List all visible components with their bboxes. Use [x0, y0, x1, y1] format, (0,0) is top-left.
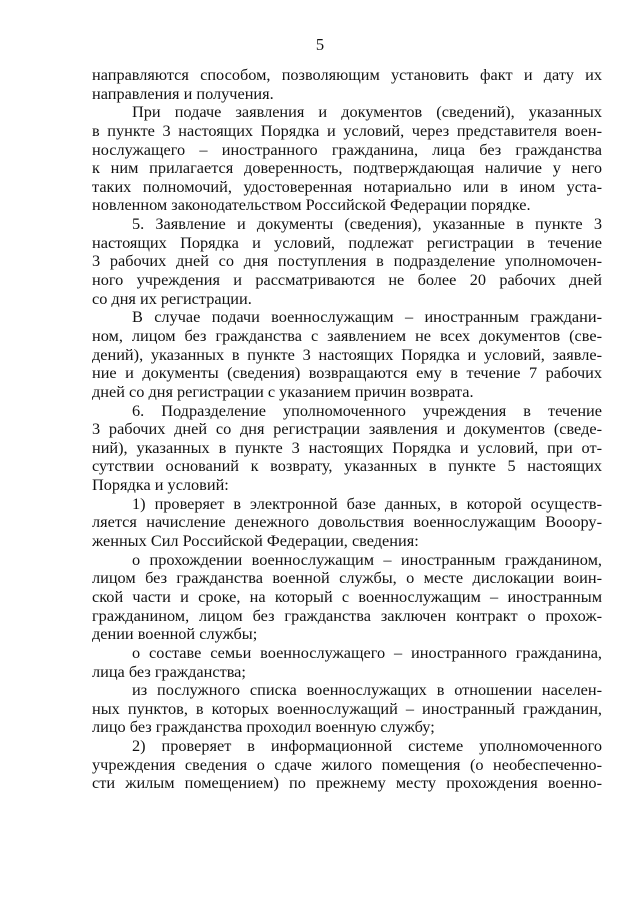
text-line: ние и документы (сведения) возвращаются ему в течение 7 рабочих [92, 363, 602, 383]
text-line: В случае подачи военнослужащим – иностранным граждани- [132, 307, 602, 327]
text-line: 2) проверяет в информационной системе уполномоченного [132, 736, 602, 756]
text-line: гражданином, лицом без гражданства заключен контракт о прохож- [92, 605, 602, 625]
text-line: ляется начисление денежного довольствия военнослужащим Вооору- [92, 512, 602, 532]
text-line: из послужного списка военнослужащих в отношении населен- [132, 680, 602, 700]
text-line: 3 рабочих дней со дня регистрации заявления и документов (сведе- [92, 419, 602, 439]
text-line: ний), указанных в пункте 3 настоящих Порядка и условий, при от- [92, 437, 602, 457]
page-number: 5 [315, 35, 325, 54]
document-body [92, 66, 602, 793]
text-line: направляются способом, позволяющим установить факт и дату их [92, 65, 602, 84]
text-line: дении военной службы; [92, 624, 258, 644]
text-line: нослужащего – иностранного гражданина, лица без гражданства [92, 139, 602, 159]
text-line: лицо без гражданства проходил военную службу; [92, 717, 435, 737]
text-line: 6. Подразделение уполномоченного учреждения в течение [132, 400, 602, 420]
text-line: При подаче заявления и документов (сведений), указанных [132, 102, 602, 122]
text-line: о прохождении военнослужащим – иностранным гражданином, [132, 549, 602, 569]
text-line: сутствии оснований к возврату, указанных в пункте 5 настоящих [92, 456, 602, 476]
text-line: ных пунктов, в которых военнослужащий – иностранный гражданин, [92, 698, 602, 718]
text-line: к ним прилагается доверенность, подтверждающая наличие у него [92, 158, 602, 178]
text-line: в пункте 3 настоящих Порядка и условий, через представителя воен- [92, 120, 602, 140]
text-line: лица без гражданства; [92, 661, 246, 681]
text-line: женных Сил Российской Федерации, сведения: [92, 531, 419, 551]
text-line: ской части и сроке, на который с военнослужащим – иностранным [92, 586, 602, 606]
text-line: 3 рабочих дней со дня поступления в подразделение уполномочен- [92, 251, 602, 271]
text-line: таких полномочий, удостоверенная нотариально или в ином уста- [92, 176, 602, 196]
text-line: настоящих Порядка и условий, подлежат регистрации в течение [92, 232, 602, 252]
text-line: 1) проверяет в электронной базе данных, в которой осуществ- [132, 493, 602, 513]
text-line: о составе семьи военнослужащего – иностранного гражданина, [132, 642, 602, 662]
text-line: ного учреждения и рассматриваются не более 20 рабочих дней [92, 270, 602, 290]
text-line: дений), указанных в пункте 3 настоящих Порядка и условий, заявле- [92, 344, 602, 364]
text-line: дней со дня регистрации с указанием причин возврата. [92, 381, 474, 401]
text-line: учреждения сведения о сдаче жилого помещения (о необеспеченно- [92, 754, 602, 774]
text-line: сти жилым помещением) по прежнему месту прохождения военно- [92, 773, 602, 793]
text-line: лицом без гражданства военной службы, о месте дислокации воин- [92, 568, 602, 588]
text-line: Порядка и условий: [92, 475, 229, 495]
text-line: 5. Заявление и документы (сведения), указанные в пункте 3 [132, 214, 602, 234]
text-line: ном, лицом без гражданства с заявлением не всех документов (све- [92, 325, 602, 345]
text-line: новленном законодательством Российской Федерации порядке. [92, 195, 531, 215]
text-line: направления и получения. [92, 83, 274, 103]
text-line: со дня их регистрации. [92, 288, 252, 308]
